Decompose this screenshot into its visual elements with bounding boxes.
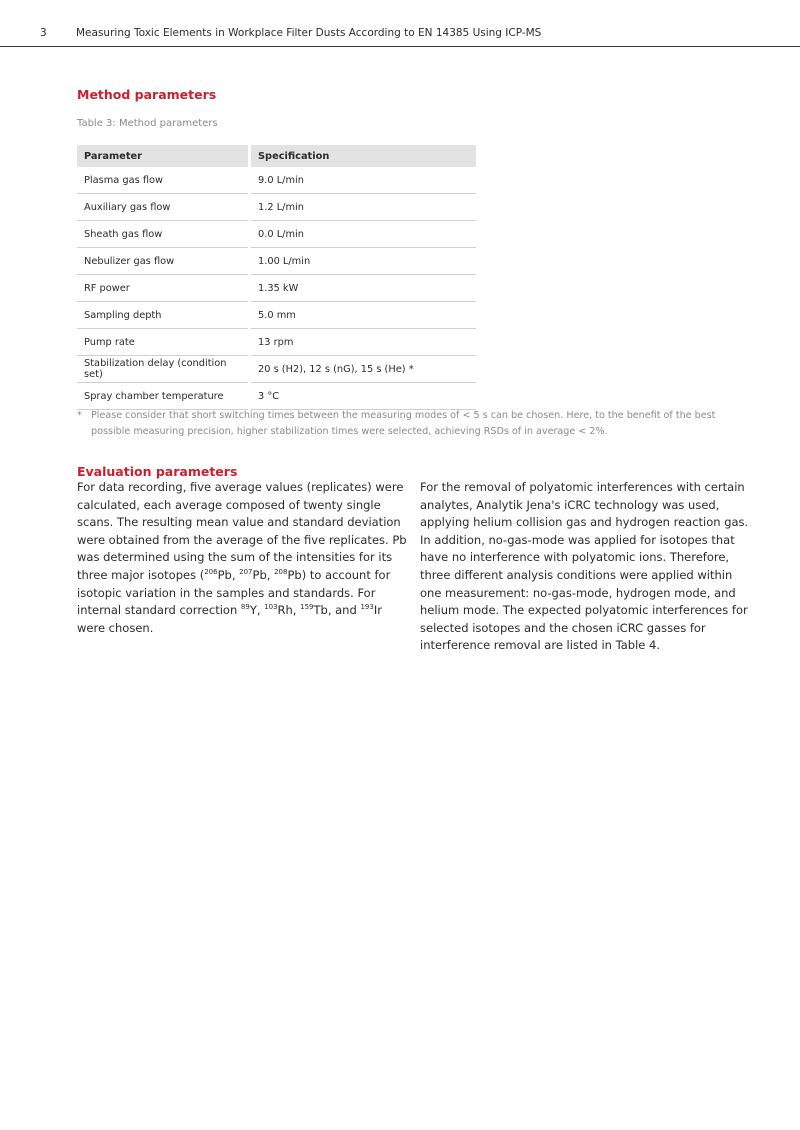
text-run: Pb: [287, 567, 302, 582]
table-row: [77, 194, 476, 221]
specification-cell: 1.2 L/min: [250, 194, 477, 221]
specification-cell: 1.35 kW: [250, 275, 477, 302]
parameter-cell: RF power: [77, 275, 250, 302]
footnote-marker: *: [77, 410, 82, 421]
specification-cell: 20 s (H2), 12 s (nG), 15 s (He) *: [250, 356, 477, 383]
text-run: For data recording, five average values (replicates) were calculated, each average composed of twenty single scans. The resulting mean value and standard deviation were obtained from the average of the five replicates. Pb was determined using the sum of the intensities for its three major isotopes (: [77, 480, 407, 582]
text-run: ) to account for isotopic variation in the samples and standards. For internal standard correction: [77, 567, 391, 618]
page-number: 3: [40, 27, 47, 39]
evaluation-left-paragraph: [77, 479, 411, 637]
text-run: Pb,: [252, 567, 275, 582]
specification-cell: 3 °C: [250, 383, 477, 410]
running-title: Measuring Toxic Elements in Workplace Filter Dusts According to EN 14385 Using ICP-MS: [76, 27, 542, 39]
text-run: Y,: [249, 603, 265, 618]
text-run: Ir were chosen.: [77, 603, 382, 635]
table-row: [77, 383, 476, 410]
method-parameters-heading: Method parameters: [77, 87, 217, 102]
parameter-cell: Sheath gas flow: [77, 221, 250, 248]
evaluation-parameters-heading: Evaluation parameters: [77, 464, 238, 479]
parameter-cell: Stabilization delay (condition set): [77, 356, 250, 383]
table-caption: Table 3: Method parameters: [77, 118, 218, 129]
column-header-specification: Specification: [250, 145, 477, 167]
table-header-row: [77, 145, 476, 167]
specification-cell: 1.00 L/min: [250, 248, 477, 275]
evaluation-right-paragraph: For the removal of polyatomic interferences with certain analytes, Analytik Jena's iCRC technology was used, applying helium collision gas and hydrogen reaction gas. In addition, no-gas-mode was applied for isotopes that have no interference with polyatomic ions. Therefore, three different analysis conditions were applied within one measurement: no-gas-mode, hydrogen mode, and helium mode. The expected polyatomic interferences for selected isotopes and the chosen iCRC gasses for interference removal are listed in Table 4.: [420, 480, 749, 653]
parameter-cell: Plasma gas flow: [77, 167, 250, 194]
isotope-mass: 89: [240, 603, 250, 612]
isotope-mass: 208: [274, 568, 288, 577]
parameter-cell: Auxiliary gas flow: [77, 194, 250, 221]
text-run: Pb,: [217, 567, 240, 582]
table-row: [77, 329, 476, 356]
table-row: [77, 302, 476, 329]
specification-cell: 9.0 L/min: [250, 167, 477, 194]
table-row: [77, 221, 476, 248]
parameter-cell: Pump rate: [77, 329, 250, 356]
isotope-mass: 206: [204, 568, 218, 577]
isotope-mass: 159: [300, 603, 314, 612]
footnote-text: Please consider that short switching times between the measuring modes of < 5 s can be chosen. Here, to the benefit of the best possible measuring precision, higher stabilization times were selected, achieving RSDs of in average < 2%.: [91, 410, 716, 437]
table-row: [77, 275, 476, 302]
column-header-parameter: Parameter: [77, 145, 250, 167]
isotope-mass: 103: [264, 603, 278, 612]
page-header: [0, 0, 800, 47]
isotope-mass: 193: [360, 603, 374, 612]
isotope-mass: 207: [239, 568, 253, 577]
table-row: [77, 248, 476, 275]
method-parameters-table: [77, 145, 476, 410]
parameter-cell: Spray chamber temperature: [77, 383, 250, 410]
specification-cell: 5.0 mm: [250, 302, 477, 329]
specification-cell: 0.0 L/min: [250, 221, 477, 248]
table-row: [77, 167, 476, 194]
table-footnote: [77, 408, 737, 440]
text-run: Tb, and: [313, 603, 361, 618]
specification-cell: 13 rpm: [250, 329, 477, 356]
parameter-cell: Sampling depth: [77, 302, 250, 329]
parameter-cell: Nebulizer gas flow: [77, 248, 250, 275]
text-run: Rh,: [277, 603, 301, 618]
table-row: [77, 356, 476, 383]
